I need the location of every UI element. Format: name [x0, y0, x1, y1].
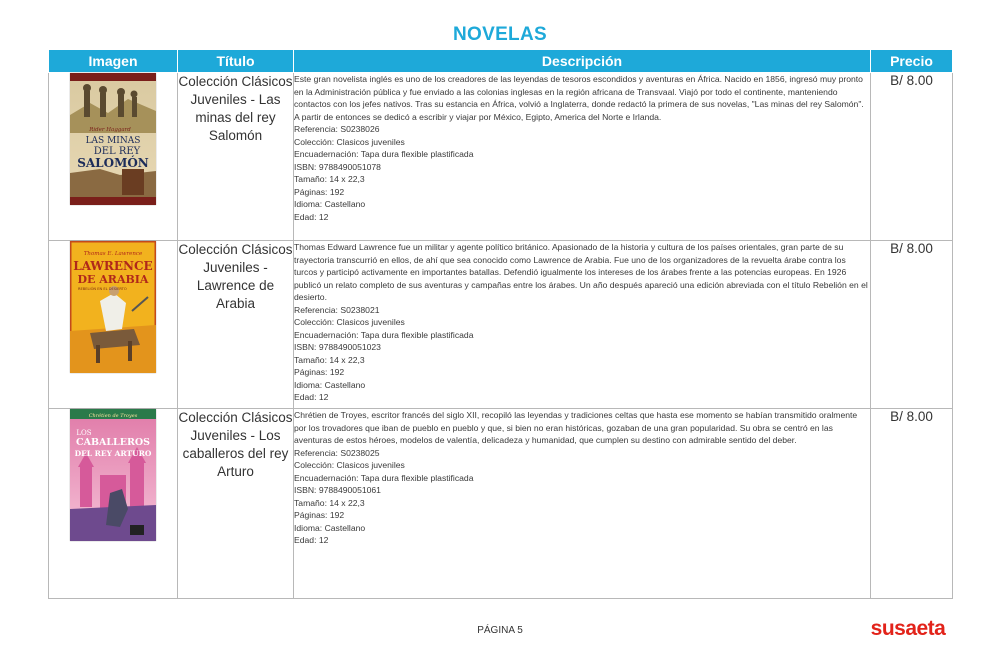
book-binding: Encuadernación: Tapa dura flexible plastificada: [294, 329, 474, 340]
book-title: Colección Clásicos Juveniles - Las minas del rey Salomón: [178, 73, 294, 241]
description-cell: [294, 241, 871, 409]
table-row: [49, 241, 953, 409]
column-header-title: Título: [178, 50, 294, 73]
cover-title-line2: CABALLEROS: [76, 437, 150, 448]
book-price: B/ 8.00: [871, 73, 953, 241]
book-price: B/ 8.00: [871, 409, 953, 599]
book-isbn: ISBN: 9788490051023: [294, 342, 381, 352]
page-number: PÁGINA 5: [477, 625, 523, 636]
book-title: Colección Clásicos Juveniles - Los caballeros del rey Arturo: [178, 409, 294, 599]
book-binding: Encuadernación: Tapa dura flexible plastificada: [294, 149, 474, 159]
book-description: Chrétien de Troyes, escritor francés del siglo XII, recopiló las leyendas y tradiciones celtas que hasta ese momento se habían transmitido oralmente por los trovadores que iban de pueblo en pueblo y que, si bien no eran históricas, gozaban de una gran popularidad. Su obra se centró en las aventuras de estos héroes, modelos de valentía, delicadeza y humanidad, que cumplen su destino con admirable sentido del deber.: [294, 410, 858, 445]
brand-logo: [866, 616, 950, 640]
cover-subtitle: REBELIÓN EN EL DESIERTO: [78, 287, 127, 291]
cover-title-line1: LAWRENCE: [73, 259, 153, 273]
book-collection: Colección: Clasicos juveniles: [294, 460, 405, 470]
book-binding: Encuadernación: Tapa dura flexible plastificada: [294, 472, 474, 483]
table-header-row: [49, 50, 953, 73]
book-cover-image[interactable]: [70, 241, 156, 373]
book-language: Idioma: Castellano: [294, 522, 366, 533]
book-collection: Colección: Clasicos juveniles: [294, 317, 405, 327]
book-cover-image[interactable]: [70, 409, 156, 541]
book-reference: Referencia: S0238026: [294, 124, 380, 134]
book-description: Thomas Edward Lawrence fue un militar y agente político británico. Apasionado de la historia y cultura de los países orientales, gran parte de su trayectoria transcurrió en ellos, de ahí que sea conocido como Lawrence de Arabia. Fue uno de los organizadores de la revuelta árabe contra los turcos y participó activamente en importantes batallas. Defendió igualmente los intereses de los árabes frente a las potencias europeas. En 1926 publicó un relato completo de sus aventuras y campañas entre los árabes. Un año después apareció una edición abreviada con el título Rebelión en el desierto.: [294, 242, 868, 302]
book-description: Este gran novelista inglés es uno de los creadores de las leyendas de tesoros escondidos y aventuras en África. Nacido en 1856, ingresó muy pronto en la Administración pública y fue enviado a las colonias inglesas en la región africana de Transvaal. Viajó por todo el continente, manteniendo contactos con los jefes nativos. Tras su estancia en África, volvió a Inglaterra, donde redactó la primera de sus novelas, "Las minas del rey Salomón". A partir de entonces se dedicó a escribir y viajar por México, Egipto, America del Norte e Irlanda.: [294, 74, 864, 122]
book-size: Tamaño: 14 x 22,3: [294, 354, 365, 365]
cover-title-line3: SALOMÓN: [77, 156, 149, 170]
book-size: Tamaño: 14 x 22,3: [294, 497, 365, 508]
book-collection: Colección: Clasicos juveniles: [294, 136, 405, 147]
book-pages: Páginas: 192: [294, 367, 345, 377]
cover-author: Chrétien de Troyes: [88, 413, 138, 419]
book-age: Edad: 12: [294, 211, 329, 222]
book-language: Idioma: Castellano: [294, 379, 366, 390]
image-cell: [49, 73, 178, 241]
book-language: Idioma: Castellano: [294, 199, 366, 209]
description-cell: [294, 409, 871, 599]
book-pages: Páginas: 192: [294, 186, 345, 197]
book-pages: Páginas: 192: [294, 510, 345, 520]
cover-author: Rider Haggard: [89, 127, 131, 133]
cover-title-line2: DE ARABIA: [77, 273, 149, 286]
table-row: [49, 73, 953, 241]
image-cell: [49, 241, 178, 409]
column-header-price: Precio: [871, 50, 953, 73]
book-reference: Referencia: S0238021: [294, 304, 380, 315]
table-row: [49, 409, 953, 599]
book-age: Edad: 12: [294, 392, 329, 402]
book-age: Edad: 12: [294, 535, 329, 545]
page-title: NOVELAS: [453, 24, 547, 45]
image-cell: [49, 409, 178, 599]
cover-title-line2: DEL REY: [93, 146, 141, 157]
book-cover-image[interactable]: [70, 73, 156, 205]
cover-title-line1: LAS MINAS: [85, 136, 141, 146]
description-cell: [294, 73, 871, 241]
brand-logo-text: susaeta: [870, 617, 946, 640]
book-size: Tamaño: 14 x 22,3: [294, 174, 365, 184]
product-table: [48, 49, 953, 599]
column-header-image: Imagen: [49, 50, 178, 73]
cover-title-line1: LOS: [76, 429, 92, 437]
cover-author: Thomas E. Lawrence: [83, 251, 143, 257]
column-header-description: Descripción: [294, 50, 871, 73]
book-reference: Referencia: S0238025: [294, 447, 380, 458]
book-price: B/ 8.00: [871, 241, 953, 409]
book-isbn: ISBN: 9788490051061: [294, 485, 381, 495]
cover-title-line3: DEL REY ARTURO: [74, 449, 152, 458]
book-title: Colección Clásicos Juveniles - Lawrence de Arabia: [178, 241, 294, 409]
book-isbn: ISBN: 9788490051078: [294, 161, 381, 172]
